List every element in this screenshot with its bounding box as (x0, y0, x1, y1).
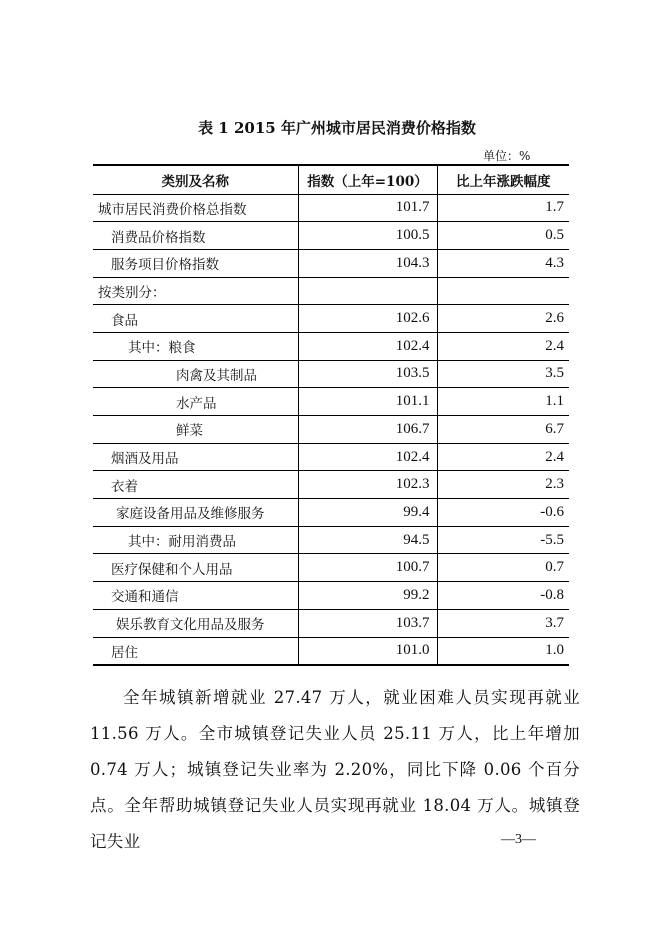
table-row (93, 471, 569, 499)
table-row (93, 499, 569, 527)
row-name: 娱乐教育文化用品及服务 (93, 609, 298, 637)
row-name: 城市居民消费价格总指数 (93, 194, 298, 222)
cpi-table (93, 164, 569, 666)
table-unit: 单位：% (483, 149, 531, 163)
row-name: 按类别分： (93, 277, 298, 305)
table-header-row (93, 165, 569, 194)
row-change: 6.7 (437, 416, 569, 444)
table-row (93, 305, 569, 333)
row-change: -0.8 (437, 582, 569, 610)
row-index: 104.3 (298, 249, 437, 277)
table-row (93, 443, 569, 471)
row-change: 2.4 (437, 332, 569, 360)
row-change: 1.7 (437, 194, 569, 222)
row-name: 居住 (93, 637, 298, 665)
row-change: 3.5 (437, 360, 569, 388)
page-number: —3— (501, 832, 536, 847)
row-change: -0.6 (437, 499, 569, 527)
row-name: 食品 (93, 305, 298, 333)
row-change: 4.3 (437, 249, 569, 277)
row-change (437, 277, 569, 305)
row-index: 102.4 (298, 443, 437, 471)
row-index: 106.7 (298, 416, 437, 444)
row-index: 99.4 (298, 499, 437, 527)
table-row (93, 249, 569, 277)
row-change: 0.7 (437, 554, 569, 582)
header-category: 类别及名称 (93, 165, 298, 194)
table-row (93, 222, 569, 250)
row-change: 0.5 (437, 222, 569, 250)
row-change: 3.7 (437, 609, 569, 637)
row-name: 水产品 (93, 388, 298, 416)
row-index: 102.4 (298, 332, 437, 360)
row-change: 1.0 (437, 637, 569, 665)
row-name: 鲜菜 (93, 416, 298, 444)
row-index: 102.6 (298, 305, 437, 333)
row-index: 100.5 (298, 222, 437, 250)
table-row (93, 388, 569, 416)
row-name: 医疗保健和个人用品 (93, 554, 298, 582)
row-index: 101.0 (298, 637, 437, 665)
table-row (93, 554, 569, 582)
row-name: 家庭设备用品及维修服务 (93, 499, 298, 527)
table-title: 表 1 2015 年广州城市居民消费价格指数 (198, 119, 476, 137)
table-row (93, 360, 569, 388)
row-index: 100.7 (298, 554, 437, 582)
row-change: 1.1 (437, 388, 569, 416)
table-row (93, 582, 569, 610)
row-index: 103.7 (298, 609, 437, 637)
row-index (298, 277, 437, 305)
row-index: 99.2 (298, 582, 437, 610)
header-index: 指数（上年=100） (298, 165, 437, 194)
row-index: 102.3 (298, 471, 437, 499)
paragraph-text: 全年城镇新增就业 27.47 万人，就业困难人员实现再就业 11.56 万人。全市城镇登记失业人员 25.11 万人，比上年增加 0.74 万人；城镇登记失业率为 2.20%，同比下降 0.06 个百分点。全年帮助城镇登记失业人员实现再就业 18.04 万人。城镇登记失业 (90, 688, 580, 851)
table-row (93, 526, 569, 554)
row-name: 衣着 (93, 471, 298, 499)
row-index: 94.5 (298, 526, 437, 554)
table-row (93, 416, 569, 444)
table-row (93, 194, 569, 222)
table-row (93, 277, 569, 305)
row-index: 101.7 (298, 194, 437, 222)
row-index: 101.1 (298, 388, 437, 416)
header-change: 比上年涨跌幅度 (437, 165, 569, 194)
table-row (93, 637, 569, 665)
row-change: 2.3 (437, 471, 569, 499)
row-name: 服务项目价格指数 (93, 249, 298, 277)
row-name: 肉禽及其制品 (93, 360, 298, 388)
row-change: 2.6 (437, 305, 569, 333)
row-index: 103.5 (298, 360, 437, 388)
row-change: -5.5 (437, 526, 569, 554)
row-name: 消费品价格指数 (93, 222, 298, 250)
table-row (93, 332, 569, 360)
row-name: 其中：耐用消费品 (93, 526, 298, 554)
row-name: 烟酒及用品 (93, 443, 298, 471)
row-name: 交通和通信 (93, 582, 298, 610)
row-name: 其中：粮食 (93, 332, 298, 360)
row-change: 2.4 (437, 443, 569, 471)
table-row (93, 609, 569, 637)
